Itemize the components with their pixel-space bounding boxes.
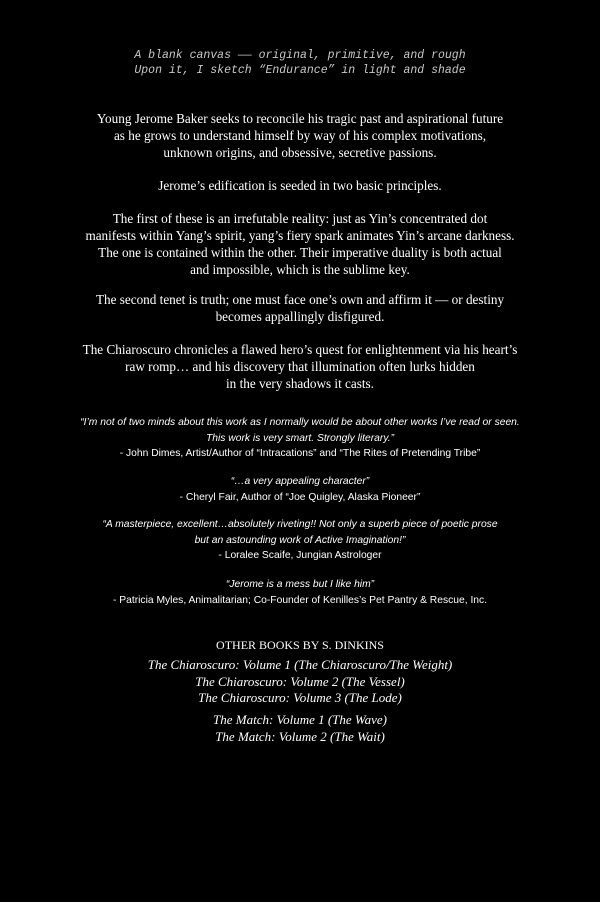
- epigraph: [0, 48, 600, 78]
- review-attribution: - Loralee Scaife, Jungian Astrologer: [218, 550, 382, 561]
- blurb-paragraph-1: [0, 110, 600, 161]
- review-2: [0, 474, 600, 505]
- book-title: The Chiaroscuro: Volume 2 (The Vessel): [195, 673, 405, 689]
- blurb-line: Jerome’s edification is seeded in two basic principles.: [158, 178, 442, 193]
- blurb-paragraph-2: [0, 177, 600, 194]
- review-attribution: - Patricia Myles, Animalitarian; Co-Founder of Kenilles’s Pet Pantry & Rescue, Inc.: [112, 594, 488, 606]
- review-attribution: - John Dimes, Artist/Author of “Intracations” and “The Rites of Pretending Tribe”: [119, 448, 481, 459]
- review-4: [0, 577, 600, 608]
- book-title: The Match: Volume 2 (The Wait): [215, 728, 385, 744]
- blurb-line: The first of these is an irrefutable reality: just as Yin’s concentrated dot: [112, 211, 488, 226]
- blurb-line: raw romp… and his discovery that illumination often lurks hidden: [125, 359, 475, 374]
- review-quote-line: “A masterpiece, excellent…absolutely riveting!! Not only a superb piece of poetic prose: [102, 519, 498, 530]
- book-title: The Match: Volume 1 (The Wave): [213, 712, 387, 727]
- blurb-line: becomes appallingly disfigured.: [215, 309, 385, 324]
- blurb-paragraph-5: [0, 341, 600, 392]
- blurb-line: in the very shadows it casts.: [226, 376, 374, 391]
- blurb-line: unknown origins, and obsessive, secretive passions.: [163, 145, 437, 160]
- blurb-line: The one is contained within the other. Their imperative duality is both actual: [98, 245, 502, 260]
- review-quote-line: “…a very appealing character”: [230, 476, 370, 487]
- blurb-line: and impossible, which is the sublime key.: [190, 262, 410, 277]
- blurb-paragraph-4: [0, 291, 600, 325]
- blurb-line: The Chiaroscuro chronicles a flawed hero’s quest for enlightenment via his heart’s: [82, 342, 518, 357]
- epigraph-line: Upon it, I sketch “Endurance” in light and shade: [134, 64, 466, 77]
- blurb-paragraph-3: [0, 210, 600, 278]
- review-1: [0, 415, 600, 462]
- match-series-list: [0, 712, 600, 745]
- review-quote-line: This work is very smart. Strongly literary.”: [205, 432, 395, 444]
- chiaroscuro-series-list: [0, 657, 600, 707]
- review-3: [0, 517, 600, 564]
- epigraph-line: A blank canvas —— original, primitive, and rough: [134, 49, 466, 62]
- blurb-line: as he grows to understand himself by way of his complex motivations,: [113, 128, 487, 143]
- review-quote-line: “I’m not of two minds about this work as I normally would be about other works I’ve read or seen.: [80, 417, 520, 428]
- review-quote-line: “Jerome is a mess but I like him”: [225, 579, 375, 590]
- book-title: The Chiaroscuro: Volume 3 (The Lode): [198, 690, 402, 705]
- review-quote-line: but an astounding work of Active Imagination!”: [194, 534, 406, 546]
- blurb-line: Young Jerome Baker seeks to reconcile his tragic past and aspirational future: [96, 111, 504, 126]
- blurb-line: The second tenet is truth; one must face one’s own and affirm it — or destiny: [95, 292, 505, 307]
- review-attribution: - Cheryl Fair, Author of “Joe Quigley, Alaska Pioneer”: [179, 491, 421, 503]
- blurb-line: manifests within Yang’s spirit, yang’s fiery spark animates Yin’s arcane darkness.: [85, 228, 515, 243]
- other-books-heading: OTHER BOOKS BY S. DINKINS: [216, 638, 384, 652]
- book-title: The Chiaroscuro: Volume 1 (The Chiaroscuro/The Weight): [147, 657, 453, 672]
